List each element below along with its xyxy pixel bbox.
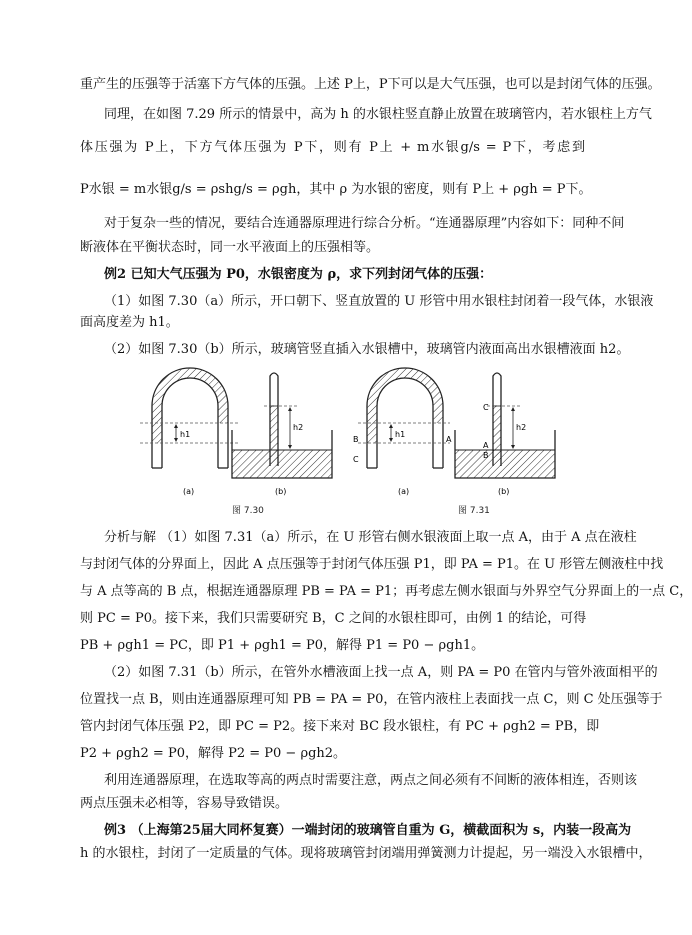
text-line: PB + ρgh1 = PC，即 P1 + ρgh1 = P0，解得 P1 = P0 − ρgh1。 (80, 638, 485, 653)
sub-a: (a) (183, 487, 195, 496)
tube-in-trough-b (232, 373, 332, 496)
label-h1: h1 (180, 430, 191, 439)
label-C: C (483, 403, 489, 412)
text-line: 利用连通器原理，在选取等高的两点时需要注意，两点之间必须有不间断的液体相连，否则该 (104, 773, 638, 788)
label-B: B (353, 435, 359, 444)
sub-b: (b) (498, 487, 510, 496)
figure-7-31 (350, 368, 565, 503)
label-A: A (483, 441, 489, 450)
text-line: （1）如图 7.30（a）所示，开口朝下、竖直放置的 U 形管中用水银柱封闭着一段气体，水银液 (104, 294, 654, 309)
label-h1: h1 (395, 430, 406, 439)
text-line: （2）如图 7.30（b）所示，玻璃管竖直插入水银槽中，玻璃管内液面高出水银槽液面 h2。 (104, 342, 630, 357)
text-line: 断液体在平衡状态时，同一水平液面上的压强相等。 (80, 240, 380, 255)
label-h2: h2 (293, 423, 304, 432)
analysis-heading-line: 分析与解 （1）如图 7.31（a）所示，在 U 形管右侧水银液面上取一点 A，由于 A 点在液柱 (104, 530, 637, 545)
sub-a: (a) (398, 487, 410, 496)
text-line: 同理，在如图 7.29 所示的情景中，高为 h 的水银柱竖直静止放置在玻璃管内，若水银柱上方气 (104, 107, 652, 122)
text-line: 位置找一点 B，则由连通器原理可知 PB = PA = P0，在管内液柱上表面找一点 C，则 C 处压强等于 (80, 692, 663, 707)
figure-7-30 (140, 368, 340, 503)
text-line: P水银 = m水银g/s = ρshg/s = ρgh，其中 ρ 为水银的密度，则有 P上 + ρgh = P下。 (80, 182, 592, 197)
text-line: 对于复杂一些的情况，要结合连通器原理进行综合分析。“连通器原理”内容如下：同种不间 (104, 216, 625, 231)
text-line: 面高度差为 h1。 (80, 315, 179, 330)
text-line: 重产生的压强等于活塞下方气体的压强。上述 P上，P下可以是大气压强，也可以是封闭气体的压强。 (80, 77, 661, 92)
text-line: 与 A 点等高的 B 点，根据连通器原理 PB = PA = P1；再考虑左侧水银面与外界空气分界面上的一点 C， (80, 584, 692, 599)
text-line: h 的水银柱，封闭了一定质量的气体。现将玻璃管封闭端用弹簧测力计提起，另一端没入水银槽中， (80, 846, 652, 861)
example-heading: 例2 已知大气压强为 P0，水银密度为 ρ，求下列封闭气体的压强： (104, 267, 493, 282)
text-line: 管内封闭气体压强 P2，即 PC = P2。接下来对 BC 段水银柱，有 PC + ρgh2 = PB，即 (80, 719, 600, 734)
label-C: C (353, 455, 359, 464)
u-tube-a (353, 368, 452, 496)
label-B: B (483, 451, 489, 460)
label-A: A (446, 435, 452, 444)
text-line: 则 PC = P0。接下来，我们只需要研究 B，C 之间的水银柱即可，由例 1 的结论，可得 (80, 611, 587, 626)
figure-caption: 图 7.30 (232, 506, 264, 516)
text-line: 与封闭气体的分界面上，因此 A 点压强等于封闭气体压强 P1，即 PA = P1。在 U 形管左侧液柱中找 (80, 557, 664, 572)
sub-b: (b) (275, 487, 287, 496)
example-heading: 例3 （上海第25届大同杯复赛）一端封闭的玻璃管自重为 G，横截面积为 s，内装一段高为 (104, 823, 632, 838)
text-line: P2 + ρgh2 = P0，解得 P2 = P0 − ρgh2。 (80, 746, 347, 761)
label-h2: h2 (516, 423, 527, 432)
u-tube-a (140, 368, 240, 496)
tube-in-trough-b (455, 373, 555, 496)
text-line: （2）如图 7.31（b）所示，在管外水槽液面上找一点 A，则 PA = P0 在管内与管外液面相平的 (104, 665, 658, 680)
text-line: 体压强为 P上，下方气体压强为 P下，则有 P上 + m水银g/s = P下，考虑到 (80, 140, 585, 155)
figure-caption: 图 7.31 (458, 506, 490, 516)
text-line: 两点压强未必相等，容易导致错误。 (80, 796, 289, 811)
